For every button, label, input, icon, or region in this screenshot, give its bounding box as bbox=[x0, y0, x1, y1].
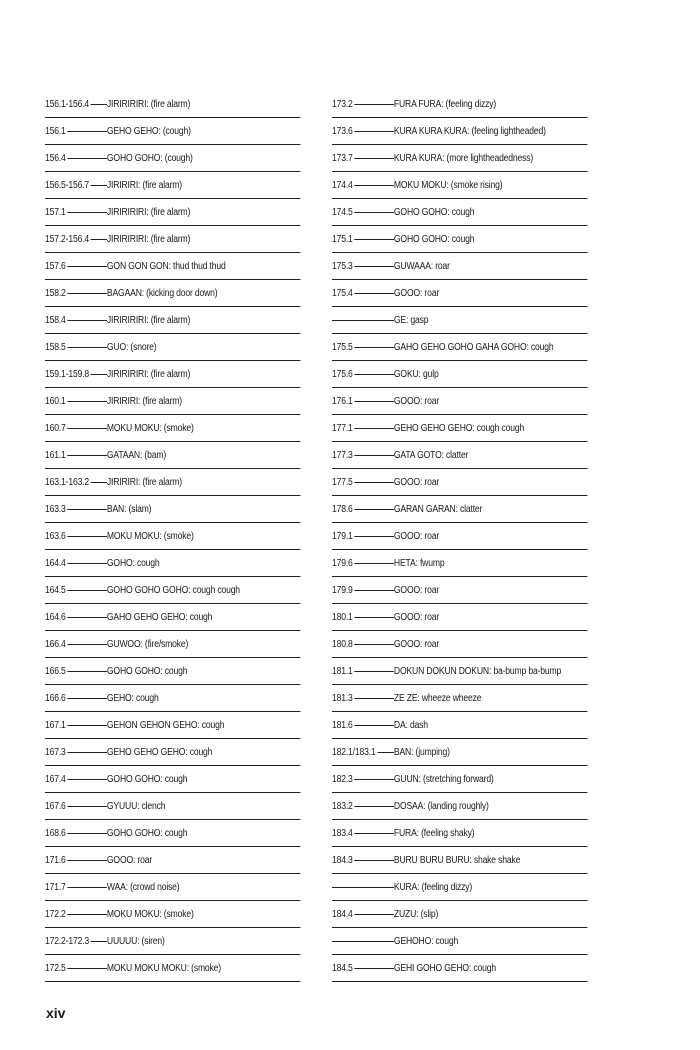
ref-text: 173.6 bbox=[332, 125, 353, 137]
sfx-text: HETA: fwump bbox=[393, 557, 445, 569]
ref-text: 160.7 bbox=[45, 422, 66, 434]
ref-text: 167.3 bbox=[45, 746, 66, 758]
sfx-text: GEHO GEHO GEHO: cough bbox=[106, 746, 213, 758]
sfx-text: DOKUN DOKUN DOKUN: ba-bump ba-bump bbox=[393, 665, 562, 677]
sfx-text: UUUUU: (siren) bbox=[106, 935, 165, 947]
page-panel-ref bbox=[45, 315, 107, 326]
sfx-text: GOHO GOHO: cough bbox=[106, 827, 188, 839]
sfx-entry bbox=[332, 955, 587, 982]
sfx-text: MOKU MOKU: (smoke) bbox=[106, 530, 194, 542]
sfx-entry bbox=[45, 604, 300, 631]
page-panel-ref bbox=[45, 450, 107, 461]
sfx-entry bbox=[332, 550, 587, 577]
sfx-text: DA: dash bbox=[393, 719, 428, 731]
ref-text: 184.5 bbox=[332, 962, 353, 974]
page-panel-ref bbox=[45, 207, 107, 218]
sfx-text: GOHO: cough bbox=[106, 557, 160, 569]
sfx-text: GOOO: roar bbox=[393, 395, 440, 407]
sfx-entry bbox=[45, 415, 300, 442]
ref-text: 175.4 bbox=[332, 287, 353, 299]
ref-text: 167.1 bbox=[45, 719, 66, 731]
sfx-text: JIRIRIRI: (fire alarm) bbox=[106, 395, 182, 407]
sfx-entry bbox=[45, 199, 300, 226]
ref-text: 177.5 bbox=[332, 476, 353, 488]
ref-text: 173.2 bbox=[332, 98, 353, 110]
sfx-text: ZE ZE: wheeze wheeze bbox=[393, 692, 482, 704]
sfx-entry bbox=[332, 199, 587, 226]
sfx-text: KURA KURA KURA: (feeling lightheaded) bbox=[393, 125, 546, 137]
sfx-text: GATAAN: (bam) bbox=[106, 449, 167, 461]
page-panel-ref bbox=[332, 450, 394, 461]
sfx-text: JIRIRIRIRI: (fire alarm) bbox=[106, 233, 191, 245]
ref-text: 164.6 bbox=[45, 611, 66, 623]
ref-text: 156.1-156.4 bbox=[45, 98, 90, 110]
sfx-entry bbox=[45, 388, 300, 415]
sfx-text: GOOO: roar bbox=[393, 584, 440, 596]
ref-text: 164.5 bbox=[45, 584, 66, 596]
page-panel-ref bbox=[45, 153, 107, 164]
sfx-text: GUWOO: (fire/smoke) bbox=[106, 638, 189, 650]
left-column bbox=[45, 91, 301, 982]
sfx-text: GUWAAA: roar bbox=[393, 260, 450, 272]
ref-text: 176.1 bbox=[332, 395, 353, 407]
page-panel-ref bbox=[332, 423, 394, 434]
sfx-entry bbox=[332, 685, 587, 712]
sfx-entry bbox=[45, 847, 300, 874]
ref-text: 175.1 bbox=[332, 233, 353, 245]
sfx-text: MOKU MOKU MOKU: (smoke) bbox=[106, 962, 221, 974]
page-panel-ref bbox=[332, 774, 394, 785]
ref-text: 175.5 bbox=[332, 341, 353, 353]
sfx-text: GEHO GEHO GEHO: cough cough bbox=[393, 422, 525, 434]
sfx-text: GOOO: roar bbox=[393, 611, 440, 623]
page-panel-ref bbox=[332, 639, 394, 650]
ref-text: 163.1-163.2 bbox=[45, 476, 90, 488]
sfx-text: GAHO GEHO GEHO: cough bbox=[106, 611, 213, 623]
page-panel-ref bbox=[332, 585, 394, 596]
sfx-entry bbox=[45, 172, 300, 199]
ref-text: 177.3 bbox=[332, 449, 353, 461]
page-panel-ref bbox=[45, 612, 107, 623]
page-panel-ref bbox=[332, 855, 394, 866]
ref-text: 179.6 bbox=[332, 557, 353, 569]
page-panel-ref bbox=[45, 369, 107, 380]
sfx-entry bbox=[332, 145, 587, 172]
ref-text: 183.4 bbox=[332, 827, 353, 839]
ref-text: 179.9 bbox=[332, 584, 353, 596]
sfx-entry bbox=[45, 496, 300, 523]
ref-text: 179.1 bbox=[332, 530, 353, 542]
ref-text: 184.3 bbox=[332, 854, 353, 866]
page-panel-ref bbox=[332, 180, 394, 191]
page-panel-ref bbox=[332, 558, 394, 569]
sfx-entry bbox=[45, 91, 300, 118]
page-panel-ref bbox=[45, 504, 107, 515]
ref-text: 156.1 bbox=[45, 125, 66, 137]
ref-text: 172.5 bbox=[45, 962, 66, 974]
ref-text: 166.4 bbox=[45, 638, 66, 650]
leader-line bbox=[332, 887, 394, 888]
sfx-entry bbox=[332, 388, 587, 415]
page-panel-ref bbox=[332, 234, 394, 245]
sfx-text: JIRIRIRIRI: (fire alarm) bbox=[106, 368, 191, 380]
page-panel-ref bbox=[45, 423, 107, 434]
sfx-text: BAN: (jumping) bbox=[393, 746, 450, 758]
page-panel-ref bbox=[332, 396, 394, 407]
page-panel-ref bbox=[45, 342, 107, 353]
sfx-entry bbox=[332, 172, 587, 199]
sfx-text: FURA: (feeling shaky) bbox=[393, 827, 475, 839]
sfx-entry bbox=[45, 550, 300, 577]
sfx-text: GAHO GEHO GOHO GAHA GOHO: cough bbox=[393, 341, 554, 353]
sfx-text: GEHOHO: cough bbox=[393, 935, 459, 947]
page-panel-ref bbox=[332, 909, 394, 920]
ref-text: 183.2 bbox=[332, 800, 353, 812]
sfx-entry bbox=[45, 901, 300, 928]
sfx-text: FURA FURA: (feeling dizzy) bbox=[393, 98, 497, 110]
sfx-text: GEHO GEHO: (cough) bbox=[106, 125, 191, 137]
ref-text: 177.1 bbox=[332, 422, 353, 434]
ref-text: 172.2-172.3 bbox=[45, 935, 90, 947]
page-panel-ref bbox=[332, 801, 394, 812]
sfx-entry bbox=[45, 442, 300, 469]
ref-text: 156.4 bbox=[45, 152, 66, 164]
page-panel-ref bbox=[332, 477, 394, 488]
sfx-entry bbox=[45, 145, 300, 172]
sfx-text: GOHO GOHO: cough bbox=[393, 206, 475, 218]
sfx-entry bbox=[45, 307, 300, 334]
sfx-entry bbox=[45, 766, 300, 793]
sfx-entry bbox=[45, 253, 300, 280]
sfx-entry bbox=[45, 631, 300, 658]
sfx-text: GUO: (snore) bbox=[106, 341, 157, 353]
page-panel-ref bbox=[332, 342, 394, 353]
sfx-entry bbox=[332, 442, 587, 469]
ref-text: 180.8 bbox=[332, 638, 353, 650]
sfx-text: GOKU: gulp bbox=[393, 368, 439, 380]
ref-text: 167.4 bbox=[45, 773, 66, 785]
ref-text: 167.6 bbox=[45, 800, 66, 812]
sfx-text: JIRIRIRIRI: (fire alarm) bbox=[106, 98, 191, 110]
sfx-entry bbox=[332, 496, 587, 523]
sfx-text: GOHO GOHO: (cough) bbox=[106, 152, 193, 164]
ref-text: 156.5-156.7 bbox=[45, 179, 90, 191]
sfx-text: GYUUU: clench bbox=[106, 800, 166, 812]
page-panel-ref bbox=[45, 477, 107, 488]
sfx-entry bbox=[45, 685, 300, 712]
page-panel-ref bbox=[45, 828, 107, 839]
sfx-text: GUUN: (stretching forward) bbox=[393, 773, 494, 785]
sfx-entry bbox=[332, 793, 587, 820]
sfx-entry bbox=[332, 118, 587, 145]
ref-text: 160.1 bbox=[45, 395, 66, 407]
sfx-entry bbox=[332, 712, 587, 739]
page-panel-ref bbox=[332, 963, 394, 974]
ref-text: 166.5 bbox=[45, 665, 66, 677]
sfx-text: GON GON GON: thud thud thud bbox=[106, 260, 226, 272]
page-panel-ref bbox=[45, 720, 107, 731]
ref-text: 163.3 bbox=[45, 503, 66, 515]
sfx-entry bbox=[45, 577, 300, 604]
sfx-text: ZUZU: (slip) bbox=[393, 908, 439, 920]
sfx-entry bbox=[332, 523, 587, 550]
page-panel-ref bbox=[45, 936, 107, 947]
page-panel-ref bbox=[45, 396, 107, 407]
sfx-text: GARAN GARAN: clatter bbox=[393, 503, 483, 515]
page-panel-ref bbox=[332, 288, 394, 299]
sfx-entry bbox=[45, 793, 300, 820]
sfx-entry bbox=[45, 361, 300, 388]
page-panel-ref bbox=[45, 585, 107, 596]
page-panel-ref bbox=[332, 207, 394, 218]
page-panel-ref bbox=[332, 720, 394, 731]
page-panel-ref bbox=[45, 666, 107, 677]
sfx-entry bbox=[332, 577, 587, 604]
page-panel-ref bbox=[332, 261, 394, 272]
page-panel-ref bbox=[45, 909, 107, 920]
page-number: xiv bbox=[46, 1005, 66, 1021]
page-panel-ref bbox=[45, 558, 107, 569]
page-panel-ref bbox=[45, 747, 107, 758]
sfx-entry bbox=[332, 820, 587, 847]
page-panel-ref bbox=[45, 288, 107, 299]
page-panel-ref bbox=[45, 693, 107, 704]
ref-text: 157.6 bbox=[45, 260, 66, 272]
sfx-text: JIRIRIRI: (fire alarm) bbox=[106, 179, 182, 191]
ref-text: 181.3 bbox=[332, 692, 353, 704]
sfx-entry bbox=[45, 523, 300, 550]
ref-text: 157.1 bbox=[45, 206, 66, 218]
sfx-text: GOHO GOHO: cough bbox=[106, 773, 188, 785]
ref-text: 182.1/183.1 bbox=[332, 746, 376, 758]
page-panel-ref bbox=[332, 612, 394, 623]
sfx-entry bbox=[45, 226, 300, 253]
sfx-entry bbox=[332, 766, 587, 793]
sfx-entry bbox=[332, 658, 587, 685]
leader-line bbox=[332, 320, 394, 321]
page-panel-ref bbox=[45, 774, 107, 785]
sfx-text: GOOO: roar bbox=[393, 638, 440, 650]
ref-text: 178.6 bbox=[332, 503, 353, 515]
sfx-entry bbox=[45, 712, 300, 739]
sfx-entry bbox=[332, 847, 587, 874]
sfx-entry bbox=[332, 361, 587, 388]
sfx-text: BURU BURU BURU: shake shake bbox=[393, 854, 521, 866]
sfx-text: MOKU MOKU: (smoke) bbox=[106, 908, 194, 920]
ref-text: 168.6 bbox=[45, 827, 66, 839]
sfx-text: KURA: (feeling dizzy) bbox=[393, 881, 473, 893]
ref-text: 158.4 bbox=[45, 314, 66, 326]
sfx-text: MOKU MOKU: (smoke) bbox=[106, 422, 194, 434]
ref-text: 175.3 bbox=[332, 260, 353, 272]
sfx-entry bbox=[45, 469, 300, 496]
ref-text: 180.1 bbox=[332, 611, 353, 623]
ref-text: 181.1 bbox=[332, 665, 353, 677]
sfx-entry bbox=[332, 280, 587, 307]
sfx-text: BAGAAN: (kicking door down) bbox=[106, 287, 218, 299]
sfx-text: JIRIRIRIRI: (fire alarm) bbox=[106, 206, 191, 218]
ref-text: 174.5 bbox=[332, 206, 353, 218]
ref-text: 158.5 bbox=[45, 341, 66, 353]
sfx-text: GOHO GOHO: cough bbox=[106, 665, 188, 677]
ref-text: 164.4 bbox=[45, 557, 66, 569]
sfx-text: GOOO: roar bbox=[393, 476, 440, 488]
ref-text: 159.1-159.8 bbox=[45, 368, 90, 380]
page-panel-ref bbox=[45, 855, 107, 866]
sfx-text: GEHON GEHON GEHO: cough bbox=[106, 719, 225, 731]
ref-text: 184.4 bbox=[332, 908, 353, 920]
ref-text: 174.4 bbox=[332, 179, 353, 191]
sfx-text: JIRIRIRI: (fire alarm) bbox=[106, 476, 182, 488]
sfx-text: MOKU MOKU: (smoke rising) bbox=[393, 179, 503, 191]
sfx-entry bbox=[45, 955, 300, 982]
sfx-entry bbox=[332, 226, 587, 253]
page-panel-ref bbox=[332, 693, 394, 704]
sfx-entry bbox=[332, 469, 587, 496]
sfx-text: GOOO: roar bbox=[393, 287, 440, 299]
sfx-entry bbox=[45, 118, 300, 145]
page-panel-ref bbox=[45, 261, 107, 272]
ref-text: 182.3 bbox=[332, 773, 353, 785]
sfx-entry bbox=[45, 820, 300, 847]
page-panel-ref bbox=[45, 234, 107, 245]
sfx-text: BAN: (slam) bbox=[106, 503, 152, 515]
leader-line bbox=[332, 941, 394, 942]
page-panel-ref bbox=[45, 531, 107, 542]
sfx-entry bbox=[45, 874, 300, 901]
page-panel-ref bbox=[45, 126, 107, 137]
page-panel-ref bbox=[332, 747, 394, 758]
sfx-text: GOHO GOHO GOHO: cough cough bbox=[106, 584, 240, 596]
page-panel-ref bbox=[45, 180, 107, 191]
ref-text: 172.2 bbox=[45, 908, 66, 920]
sfx-entry bbox=[332, 91, 587, 118]
ref-text: 158.2 bbox=[45, 287, 66, 299]
sfx-entry bbox=[45, 928, 300, 955]
right-column bbox=[332, 91, 588, 982]
page-panel-ref bbox=[332, 126, 394, 137]
page-panel-ref bbox=[332, 504, 394, 515]
sfx-text: JIRIRIRIRI: (fire alarm) bbox=[106, 314, 191, 326]
sfx-text: GEHO: cough bbox=[106, 692, 159, 704]
sfx-text: GATA GOTO: clatter bbox=[393, 449, 469, 461]
page-panel-ref bbox=[45, 963, 107, 974]
ref-text: 161.1 bbox=[45, 449, 66, 461]
sfx-entry bbox=[332, 631, 587, 658]
ref-text: 175.6 bbox=[332, 368, 353, 380]
page-panel-ref bbox=[332, 828, 394, 839]
ref-text: 157.2-156.4 bbox=[45, 233, 90, 245]
page-panel-ref bbox=[332, 531, 394, 542]
ref-text: 181.6 bbox=[332, 719, 353, 731]
ref-text: 171.7 bbox=[45, 881, 66, 893]
page-panel-ref bbox=[332, 369, 394, 380]
ref-text: 163.6 bbox=[45, 530, 66, 542]
sfx-text: DOSAA: (landing roughly) bbox=[393, 800, 489, 812]
sfx-entry bbox=[45, 658, 300, 685]
page-panel-ref bbox=[332, 99, 394, 110]
sfx-entry bbox=[45, 280, 300, 307]
page-panel-ref bbox=[45, 99, 107, 110]
sfx-text: KURA KURA: (more lightheadedness) bbox=[393, 152, 534, 164]
sfx-entry bbox=[45, 739, 300, 766]
sfx-entry bbox=[332, 928, 587, 955]
sfx-text: GOHO GOHO: cough bbox=[393, 233, 475, 245]
page-panel-ref bbox=[332, 153, 394, 164]
sfx-text: GOOO: roar bbox=[393, 530, 440, 542]
ref-text: 171.6 bbox=[45, 854, 66, 866]
page-panel-ref bbox=[45, 639, 107, 650]
sfx-entry bbox=[332, 415, 587, 442]
sfx-entry bbox=[332, 334, 587, 361]
page-panel-ref bbox=[332, 666, 394, 677]
sfx-text: GEHI GOHO GEHO: cough bbox=[393, 962, 496, 974]
sfx-entry bbox=[332, 874, 587, 901]
sfx-entry bbox=[332, 901, 587, 928]
sfx-entry bbox=[332, 604, 587, 631]
ref-text: 166.6 bbox=[45, 692, 66, 704]
sfx-entry bbox=[332, 739, 587, 766]
sfx-text: WAA: (crowd noise) bbox=[106, 881, 180, 893]
sfx-entry bbox=[45, 334, 300, 361]
sfx-text: GE: gasp bbox=[393, 314, 429, 326]
sfx-text: GOOO: roar bbox=[106, 854, 153, 866]
ref-text: 173.7 bbox=[332, 152, 353, 164]
sfx-entry bbox=[332, 253, 587, 280]
sfx-entry bbox=[332, 307, 587, 334]
page-panel-ref bbox=[45, 801, 107, 812]
page-panel-ref bbox=[45, 882, 107, 893]
